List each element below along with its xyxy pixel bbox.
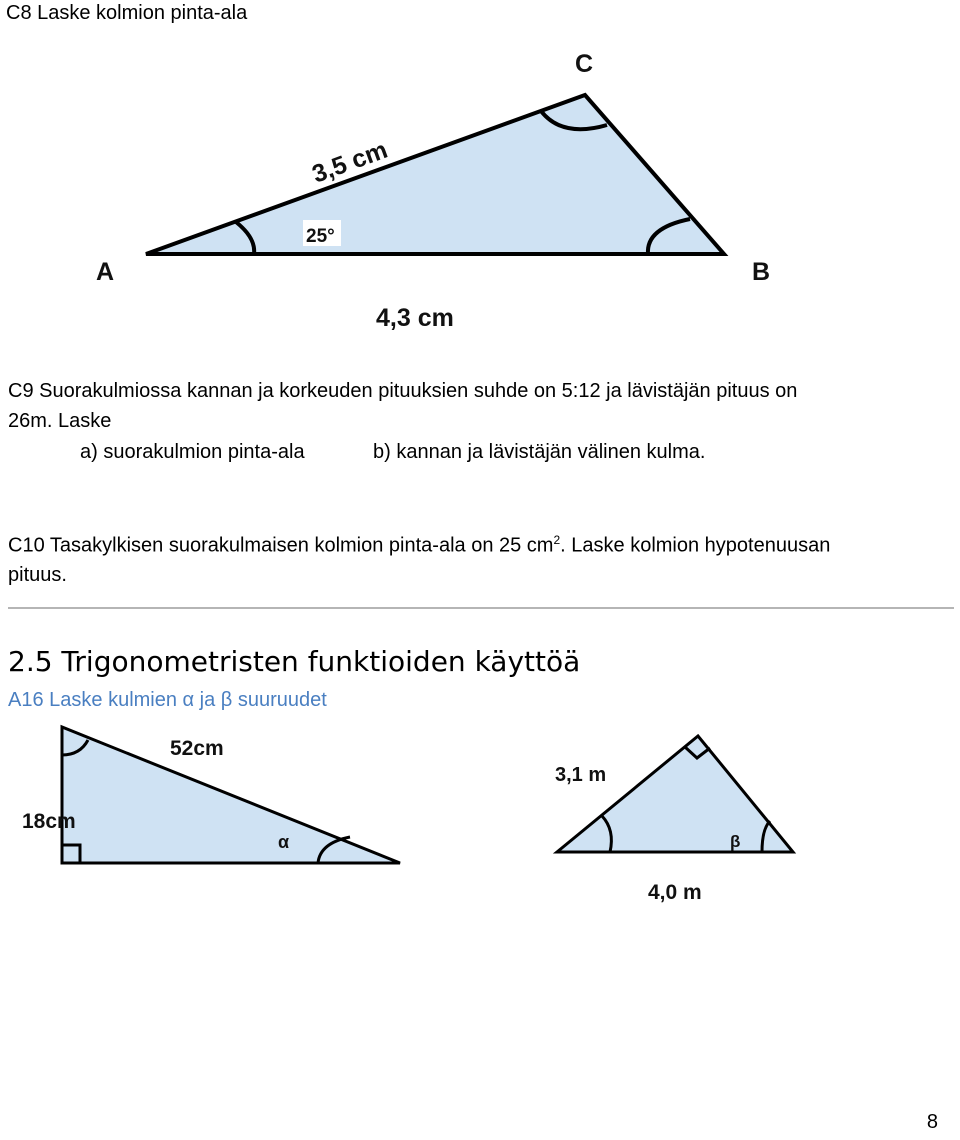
section-subtitle: A16 Laske kulmien α ja β suuruudet bbox=[8, 689, 327, 711]
a16-left-triangle-diagram bbox=[0, 715, 460, 885]
c8-triangle bbox=[146, 95, 724, 254]
a16-right-triangle-diagram bbox=[530, 725, 830, 915]
a16-right-side-label: 3,1 m bbox=[555, 764, 607, 786]
a16-right-beta-label: β bbox=[730, 832, 741, 851]
c10-line-2: pituus. bbox=[8, 564, 67, 586]
c9-line-2: 26m. Laske bbox=[8, 410, 112, 432]
c8-heading: C8 Laske kolmion pinta-ala bbox=[6, 2, 248, 24]
a16-right-base-label: 4,0 m bbox=[648, 881, 702, 904]
c8-triangle-diagram bbox=[0, 0, 960, 340]
section-title: 2.5 Trigonometristen funktioiden käyttöä bbox=[8, 645, 581, 678]
c9-line-1: C9 Suorakulmiossa kannan ja korkeuden pituuksien suhde on 5:12 ja lävistäjän pituus on bbox=[8, 380, 798, 402]
c10-line-1 bbox=[8, 534, 830, 556]
c10-text-post: . Laske kolmion hypotenuusan bbox=[560, 534, 831, 557]
section-divider bbox=[8, 607, 954, 609]
c9-part-a: a) suorakulmion pinta-ala bbox=[80, 441, 305, 463]
a16-left-leg-label: 18cm bbox=[22, 810, 76, 833]
c10-superscript: 2 bbox=[553, 533, 561, 547]
c8-vertex-b: B bbox=[752, 258, 771, 286]
c8-vertex-a: A bbox=[96, 258, 115, 286]
c10-text-pre: C10 Tasakylkisen suorakulmaisen kolmion pinta-ala on 25 cm bbox=[8, 534, 554, 557]
c8-side-ac-label: 3,5 cm bbox=[308, 135, 392, 189]
a16-right-triangle bbox=[557, 736, 793, 852]
c8-vertex-c: C bbox=[575, 50, 594, 78]
c9-part-b: b) kannan ja lävistäjän välinen kulma. bbox=[373, 441, 706, 463]
c8-side-ab-label: 4,3 cm bbox=[376, 304, 454, 332]
page-number: 8 bbox=[926, 1111, 938, 1133]
c8-angle-a-label: 25° bbox=[306, 226, 335, 247]
a16-left-hyp-label: 52cm bbox=[170, 737, 224, 760]
a16-left-alpha-label: α bbox=[278, 832, 290, 852]
a16-left-triangle bbox=[62, 727, 400, 863]
